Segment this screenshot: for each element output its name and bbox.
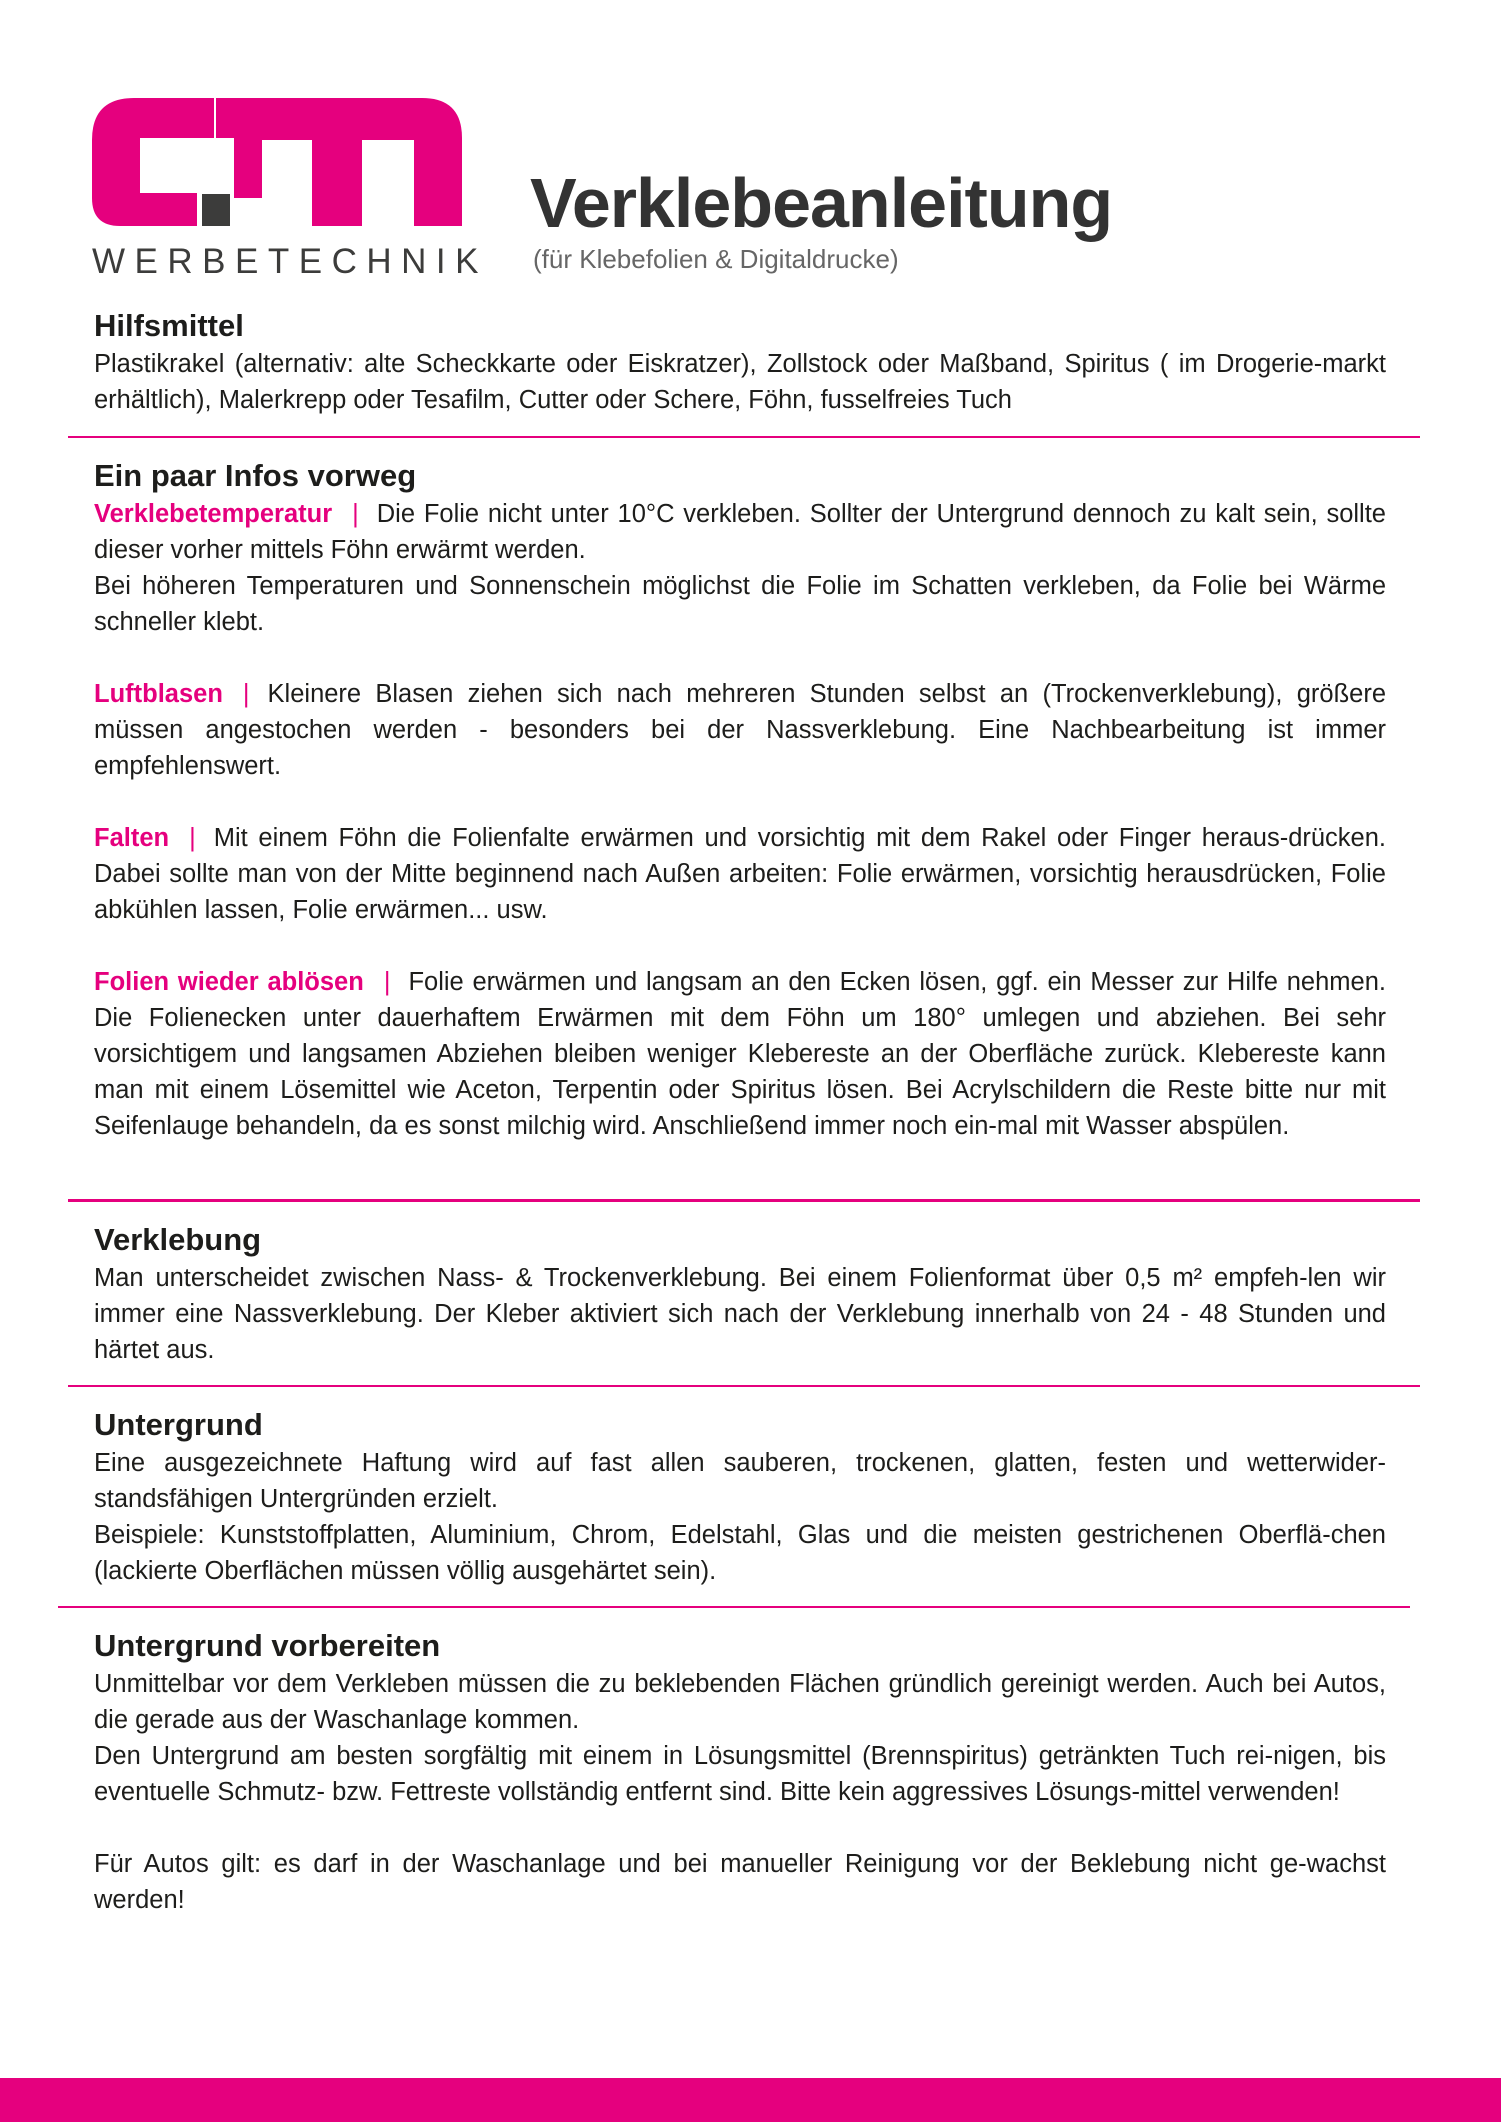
section-text-cleaning: Den Untergrund am besten sorgfältig mit einem in Lösungsmittel (Brennspiritus) getränkten Tuch rei-nigen, bis eventuelle Schmutz- bzw. Fettreste vollständig entfernt sind. Bitte kein aggressives Lösungs-mittel verwenden! xyxy=(94,1742,1386,1806)
section-heading: Ein paar Infos vorweg xyxy=(94,458,417,493)
info-verklebetemperatur xyxy=(94,496,1386,568)
logo-wordmark: WERBETECHNIK xyxy=(92,242,488,281)
section-infos xyxy=(94,456,1386,1144)
section-untergrund xyxy=(94,1405,1386,1589)
section-heading: Hilfsmittel xyxy=(94,308,244,343)
section-hilfsmittel xyxy=(94,306,1386,418)
info-luftblasen xyxy=(94,676,1386,784)
page-title: Verklebeanleitung xyxy=(530,164,1113,242)
info-text: Folie erwärmen und langsam an den Ecken lösen, ggf. ein Messer zur Hilfe nehmen. Die Folienecken unter dauerhaftem Erwärmen mit dem Föhn um 180° umlegen und abziehen. Bei sehr vorsichtigem und langsamen Abziehen bleiben weniger Klebereste an der Oberfläche zurück. Klebereste kann man mit einem Lösemittel wie Aceton, Terpentin oder Spiritus lösen. Bei Acrylschildern die Reste bitte nur mit Seifenlauge behandeln, da es sonst milchig wird. Anschließend immer noch ein-mal mit Wasser abspülen. xyxy=(94,968,1386,1140)
page-subtitle: (für Klebefolien & Digitaldrucke) xyxy=(533,244,899,274)
section-text: Plastikrakel (alternativ: alte Scheckkarte oder Eiskratzer), Zollstock oder Maßband, Spiritus ( im Drogerie-markt erhältlich), Malerkrepp oder Tesafilm, Cutter oder Schere, Föhn, fusselfreies Tuch xyxy=(94,350,1386,414)
section-text: Eine ausgezeichnete Haftung wird auf fast allen sauberen, trockenen, glatten, festen und wetterwider-standsfähigen Untergründen erzielt. xyxy=(94,1449,1386,1513)
footer-accent-bar xyxy=(0,2078,1501,2122)
separator: | xyxy=(352,500,359,528)
section-text-autos: Für Autos gilt: es darf in der Waschanlage und bei manueller Reinigung vor der Beklebung nicht ge-wachst werden! xyxy=(94,1850,1386,1914)
info-text: Die Folie nicht unter 10°C verkleben. Sollter der Untergrund dennoch zu kalt sein, sollte dieser vorher mittels Föhn erwärmt werden. xyxy=(94,500,1386,564)
divider xyxy=(58,1606,1410,1608)
info-text: Kleinere Blasen ziehen sich nach mehreren Stunden selbst an (Trockenverklebung), größere müssen angestochen werden - besonders bei der Nassverklebung. Eine Nachbearbeitung ist immer empfehlenswert. xyxy=(94,680,1386,780)
separator: | xyxy=(383,968,391,996)
info-folien-abloesen xyxy=(94,964,1386,1144)
section-text-examples: Beispiele: Kunststoffplatten, Aluminium, Chrom, Edelstahl, Glas und die meisten gestrichenen Oberflä-chen (lackierte Oberflächen müssen völlig ausgehärtet sein). xyxy=(94,1521,1386,1585)
logo-dot xyxy=(202,194,230,226)
separator: | xyxy=(189,824,196,852)
section-heading: Untergrund vorbereiten xyxy=(94,1628,441,1663)
info-falten xyxy=(94,820,1386,928)
divider xyxy=(68,1199,1420,1202)
section-untergrund-vorbereiten xyxy=(94,1626,1386,1918)
logo-m-shape xyxy=(216,98,462,226)
separator: | xyxy=(242,680,250,708)
info-label: Folien wieder ablösen xyxy=(94,968,364,996)
info-text: Mit einem Föhn die Folienfalte erwärmen und vorsichtig mit dem Rakel oder Finger heraus-drücken. Dabei sollte man von der Mitte beginnend nach Außen arbeiten: Folie erwärmen, vorsichtig herausdrücken, Folie abkühlen lassen, Folie erwärmen... usw. xyxy=(94,824,1386,924)
divider xyxy=(68,1385,1420,1387)
section-text: Unmittelbar vor dem Verkleben müssen die zu beklebenden Flächen gründlich gereinigt werden. Auch bei Autos, die gerade aus der Waschanlage kommen. xyxy=(94,1670,1386,1734)
info-label: Luftblasen xyxy=(94,680,223,708)
info-label: Falten xyxy=(94,824,170,852)
divider xyxy=(68,436,1420,438)
info-label: Verklebetemperatur xyxy=(94,500,333,528)
section-text: Man unterscheidet zwischen Nass- & Trockenverklebung. Bei einem Folienformat über 0,5 m² empfeh-len wir immer eine Nassverklebung. Der Kleber aktiviert sich nach der Verklebung innerhalb von 24 - 48 Stunden und härtet aus. xyxy=(94,1264,1386,1364)
logo-c-shape xyxy=(92,98,214,226)
section-verklebung xyxy=(94,1220,1386,1368)
section-heading: Verklebung xyxy=(94,1222,262,1257)
info-text-continued: Bei höheren Temperaturen und Sonnenschein möglichst die Folie im Schatten verkleben, da Folie bei Wärme schneller klebt. xyxy=(94,572,1386,636)
section-heading: Untergrund xyxy=(94,1407,263,1442)
